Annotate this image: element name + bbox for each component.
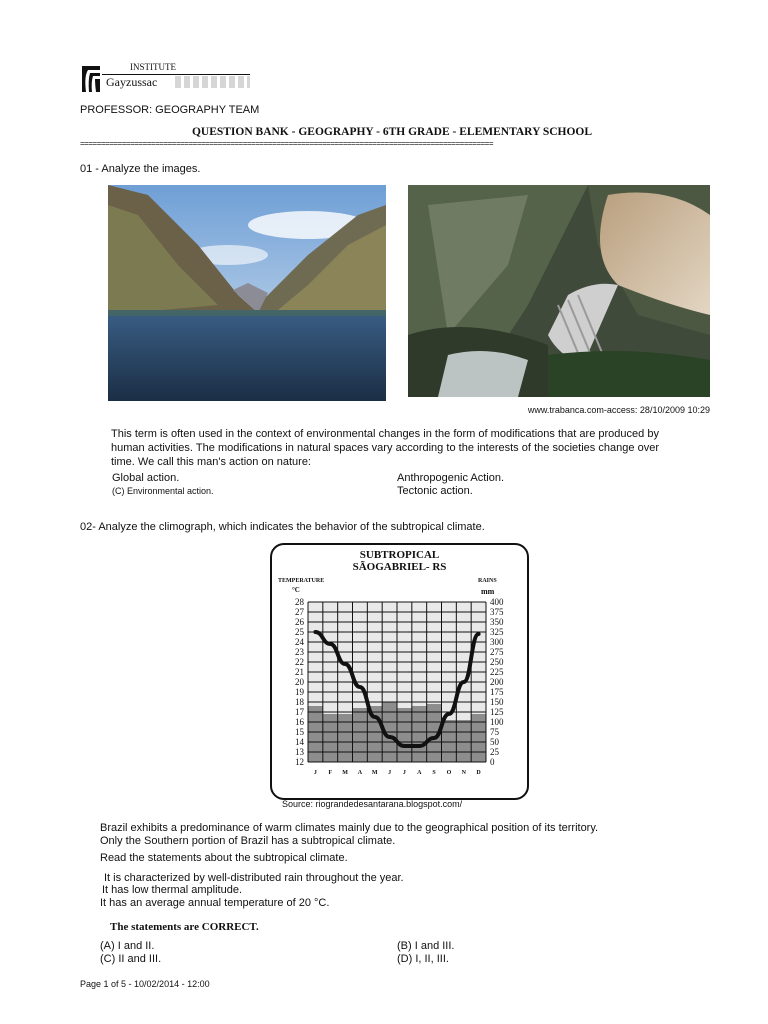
month-tick-label: A — [357, 770, 363, 776]
temperature-tick-label: 17 — [295, 707, 304, 717]
climograph-plot — [280, 594, 510, 794]
q2-statement-2: It has low thermal amplitude. — [102, 884, 243, 896]
professor-line: PROFESSOR: GEOGRAPHY TEAM — [80, 104, 260, 116]
rain-bar — [323, 714, 338, 762]
month-tick-label: S — [432, 770, 436, 776]
month-tick-label: J — [313, 770, 317, 776]
rain-bar — [412, 706, 427, 762]
rain-bar — [397, 708, 412, 762]
temperature-tick-label: 12 — [295, 757, 304, 767]
rain-tick-label: 350 — [490, 617, 504, 627]
rain-tick-label: 375 — [490, 607, 504, 617]
q2-option-a: (A) I and II. — [100, 940, 155, 952]
left-axis-unit: °C — [292, 586, 300, 594]
canyon-lake-photo — [108, 185, 386, 401]
temperature-tick-label: 22 — [295, 657, 304, 667]
q1-statement: This term is often used in the context of environmental changes in the form of modifications that are produced by human activities. The modifications in natural spaces vary according to the interests of the societies change over time. We call this man's action on nature: — [111, 428, 659, 468]
rain-tick-label: 225 — [490, 667, 504, 677]
rain-bar — [353, 708, 368, 762]
rain-tick-label: 325 — [490, 627, 504, 637]
temperature-tick-label: 28 — [295, 597, 304, 607]
q1-option-c: (C) Environmental action. — [112, 486, 214, 496]
logo — [80, 62, 250, 96]
rain-tick-label: 0 — [490, 757, 495, 767]
rain-tick-label: 50 — [490, 737, 499, 747]
q1-prompt: 01 - Analyze the images. — [80, 163, 201, 175]
q1-option-b: Anthropogenic Action. — [397, 472, 505, 484]
rain-bar — [456, 720, 471, 762]
month-tick-label: M — [342, 770, 348, 776]
rain-bar — [471, 714, 486, 762]
temperature-tick-label: 26 — [295, 617, 304, 627]
q2-option-d: (D) I, II, III. — [397, 953, 449, 965]
logo-wordmark: Gayzussac — [106, 75, 161, 90]
rain-bar — [308, 706, 323, 762]
left-axis-label: TEMPERATURE — [278, 578, 325, 584]
month-tick-label: M — [371, 770, 378, 776]
rain-tick-label: 125 — [490, 707, 504, 717]
rain-tick-label: 300 — [490, 637, 504, 647]
temperature-tick-label: 15 — [295, 727, 304, 737]
temperature-tick-label: 24 — [295, 637, 304, 647]
dam-photo — [408, 185, 710, 397]
institute-label: INSTITUTE — [130, 62, 176, 72]
temperature-tick-label: 14 — [295, 737, 304, 747]
chart-source: Source: riograndedesantarana.blogspot.com/ — [282, 799, 463, 809]
temperature-tick-label: 23 — [295, 647, 304, 657]
q2-option-c: (C) II and III. — [100, 953, 162, 965]
rain-tick-label: 25 — [490, 747, 499, 757]
month-tick-label: J — [388, 770, 392, 776]
month-tick-label: A — [417, 770, 422, 776]
month-tick-label: N — [461, 770, 466, 776]
month-tick-label: D — [476, 770, 481, 776]
rain-tick-label: 75 — [490, 727, 499, 737]
q2-read: Read the statements about the subtropical climate. — [100, 852, 348, 864]
title-rule: =================================================================================================== — [80, 139, 494, 148]
rain-tick-label: 200 — [490, 677, 504, 687]
q2-option-b: (B) I and III. — [397, 940, 455, 952]
q2-statement-3: It has an average annual temperature of 20 °C. — [100, 897, 330, 909]
temperature-tick-label: 27 — [295, 607, 304, 617]
temperature-tick-label: 13 — [295, 747, 304, 757]
rain-tick-label: 400 — [490, 597, 504, 607]
logo-emblem-icon — [80, 64, 102, 94]
q2-prompt: 02- Analyze the climograph, which indicates the behavior of the subtropical climate. — [80, 521, 485, 533]
q2-correct-heading: The statements are CORRECT. — [110, 921, 259, 933]
q1-image-source: www.trabanca.com-access: 28/10/2009 10:29 — [527, 405, 710, 415]
right-axis-unit: mm — [481, 587, 495, 596]
temperature-tick-label: 19 — [295, 687, 304, 697]
rain-tick-label: 150 — [490, 697, 504, 707]
temperature-tick-label: 18 — [295, 697, 304, 707]
q1-option-a: Global action. — [112, 472, 180, 484]
temperature-tick-label: 16 — [295, 717, 304, 727]
month-tick-label: F — [328, 770, 333, 776]
rain-tick-label: 275 — [490, 647, 504, 657]
rain-bar — [338, 714, 353, 762]
month-tick-label: J — [402, 770, 406, 776]
temperature-tick-label: 21 — [295, 667, 304, 677]
page-title: QUESTION BANK - GEOGRAPHY - 6TH GRADE - ELEMENTARY SCHOOL — [191, 126, 593, 138]
rain-tick-label: 250 — [490, 657, 504, 667]
month-tick-label: O — [446, 770, 452, 776]
chart-title: SUBTROPICAL — [359, 549, 440, 561]
temperature-tick-label: 20 — [295, 677, 304, 687]
q1-option-d: Tectonic action. — [397, 485, 473, 497]
right-axis-label: RAINS — [478, 578, 497, 584]
q2-statement-1: It is characterized by well-distributed rain throughout the year. — [104, 872, 404, 884]
page-footer: Page 1 of 5 - 10/02/2014 - 12:00 — [80, 979, 210, 989]
temperature-tick-label: 25 — [295, 627, 304, 637]
rain-tick-label: 175 — [490, 687, 504, 697]
q2-para-line2: Only the Southern portion of Brazil has a subtropical climate. — [100, 835, 396, 847]
rain-tick-label: 100 — [490, 717, 504, 727]
chart-subtitle: SÃOGABRIEL- RS — [352, 561, 447, 573]
rain-bar — [442, 720, 457, 762]
q2-para-line1: Brazil exhibits a predominance of warm climates mainly due to the geographical position of its territory. — [100, 822, 599, 834]
logo-faded-band — [175, 76, 250, 88]
